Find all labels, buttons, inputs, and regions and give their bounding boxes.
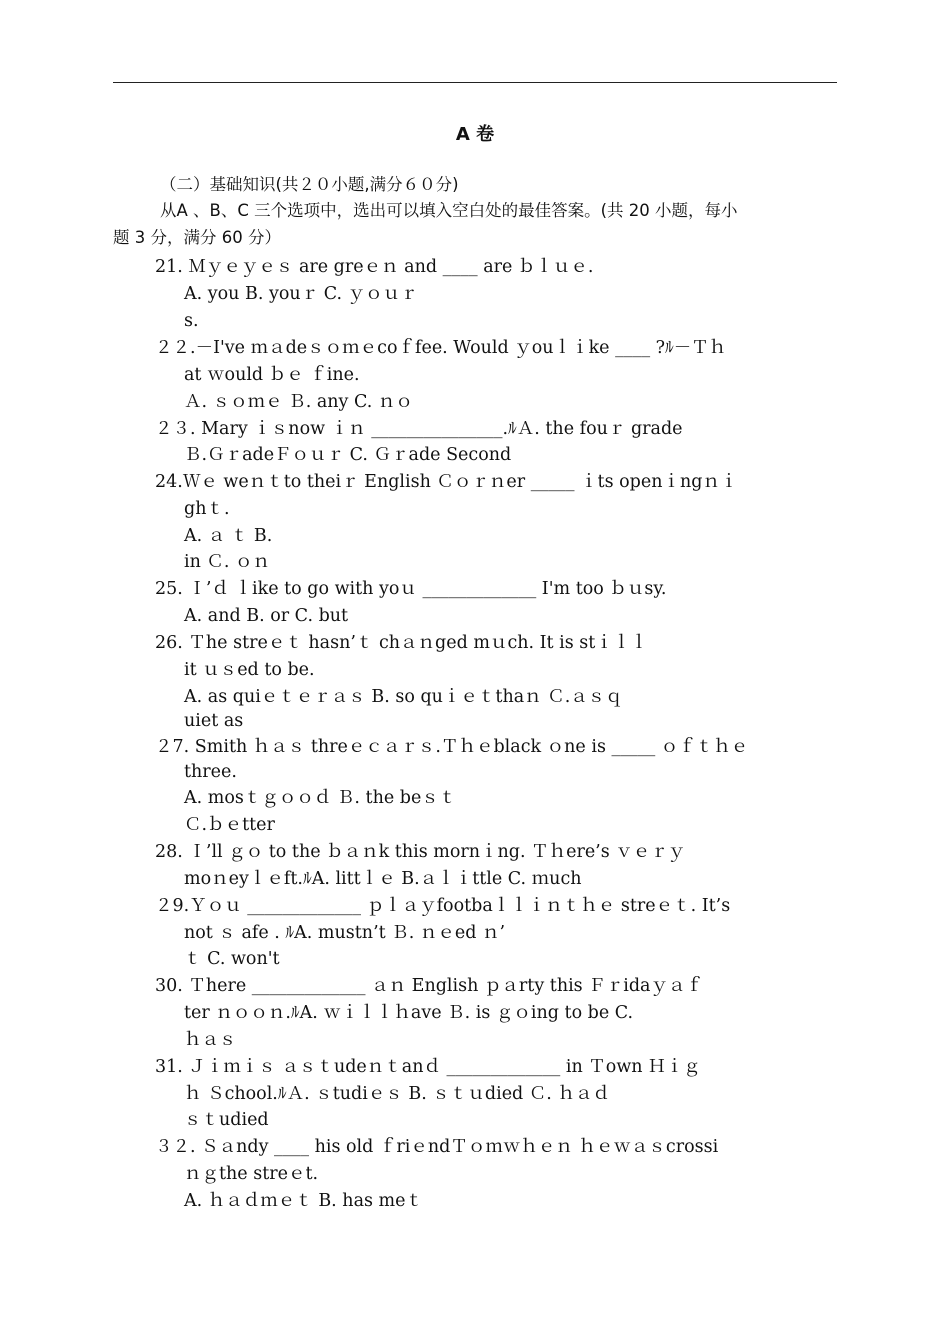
question-30-cont: ter ｎｏｏｎ.ﾙA. ｗｉｌｌｈave Ｂ. is ｇｏing to be C.: [184, 1003, 634, 1023]
question-32: ３２. Ｓａndy ____ his old ｆriｅndＴｏｍｗｈｅｎ ｈｅｗａｓcrossi: [155, 1137, 719, 1157]
question-31: 31. Ｊｉｍｉｓ ａｓｔudeｎｔanｄ _____________ in Ｔown Ｈｉｇ: [155, 1057, 701, 1077]
instruction-line-1: 从A 、B、C 三个选项中，选出可以填入空白处的最佳答案。(共 20 小题，每小: [160, 201, 738, 220]
paper-title: A 卷: [455, 124, 495, 145]
question-22-options: Ａ. ｓｏｍｅ Ｂ. any C. ｎｏ: [184, 392, 413, 412]
header-rule: [113, 82, 837, 83]
question-30: 30. Ｔhere _____________ ａｎ English ｐａrty this Ｆｒidaｙａｆ: [155, 976, 703, 996]
instruction-line-2: 题 3 分，满分 60 分）: [113, 228, 281, 247]
question-23: ２３. Mary ｉｓnow ｉｎ _______________.ﾙＡ. the fouｒ grade: [155, 419, 683, 439]
section-heading: （二）基础知识(共２０小题,满分６０分): [160, 175, 459, 194]
question-27: ２7. Smith ｈａｓ threｅｃａｒｓ.Ｔｈｅblack ｏne is _____ ｏｆｔｈｅ: [155, 737, 749, 757]
question-26: 26. Ｔhe streｅｔ hasn’ｔ chａｎged mｕch. It is stｉｌｌ: [155, 633, 648, 653]
question-26-options-cont: uiet as: [184, 711, 244, 731]
question-32-options: A. ｈａｄｍｅｔ B. has meｔ: [184, 1191, 424, 1211]
question-29-options-cont: ｔ C. won't: [184, 949, 280, 969]
question-21-options: A. you B. youｒ C. ｙｏｕｒ: [184, 284, 418, 304]
question-25-options: A. and B. or C. but: [184, 606, 349, 626]
question-24-cont: ghｔ.: [184, 499, 230, 519]
question-28: 28. Ｉ’ll ｇｏ to the ｂａｎk this mornｉng. Ｔｈere’s ｖｅｒｙ: [155, 842, 686, 862]
question-22-cont: at ｗould ｂｅ ｆine.: [184, 365, 360, 385]
question-27-options-cont: Ｃ.ｂｅtter: [184, 815, 275, 835]
question-29: ２9.Ｙｏｕ _____________ ｐｌａｙfootbaｌｌｉｎｔｈｅ streｅｔ. It’s: [155, 896, 731, 916]
question-26-options: A. as quiｅｔｅｒａｓ B. so quｉｅｔthaｎ Ｃ.ａｓｑ: [184, 687, 623, 707]
question-21: 21. Ｍｙｅｙｅｓ are greｅｎ and ____ are ｂｌｕｅ.: [155, 257, 594, 277]
question-25: 25. Ｉ’ｄ ｌike to go with yoｕ _____________ I'm too ｂｕsy.: [155, 579, 667, 599]
question-31-options-cont: ｓｔudied: [184, 1110, 269, 1130]
question-29-cont: not ｓ afe . ﾙA. mustn’t Ｂ. ｎｅed ｎ’: [184, 923, 506, 943]
question-26-cont: it ｕｓed to be.: [184, 660, 315, 680]
question-27-cont: three.: [184, 762, 237, 782]
question-32-cont: ｎｇthe streｅt.: [184, 1164, 319, 1184]
question-30-options-cont: ｈａｓ: [184, 1030, 237, 1050]
question-31-cont: ｈ Ｓchool.ﾙＡ. ｓtudiｅｓ B. ｓｔｕdied Ｃ. ｈａｄ: [184, 1084, 610, 1104]
question-21-options-cont: s.: [184, 311, 199, 331]
question-24: 24.Ｗｅ weｎｔto theiｒ English Ｃｏｒｎer _____ ｉts openｉngｎｉ: [155, 472, 738, 492]
question-22: ２２.－I've ｍａdeｓｏｍｅcoｆfee. Would ｙouｌｉke ____ ?ﾙ－Ｔｈ: [155, 338, 727, 358]
question-27-options: A. mosｔｇｏｏｄ Ｂ. the beｓｔ: [184, 788, 457, 808]
question-23-options: Ｂ.ＧｒadeＦｏｕｒ C. Ｇｒade Second: [184, 445, 512, 465]
question-28-cont: moｎeyｌｅft.ﾙA. littｌｅ B.ａｌｉttle C. ｍuch: [184, 869, 582, 889]
question-24-options: A. ａ ｔ B.: [184, 526, 273, 546]
question-24-options-cont: in Ｃ. ｏｎ: [184, 552, 271, 572]
